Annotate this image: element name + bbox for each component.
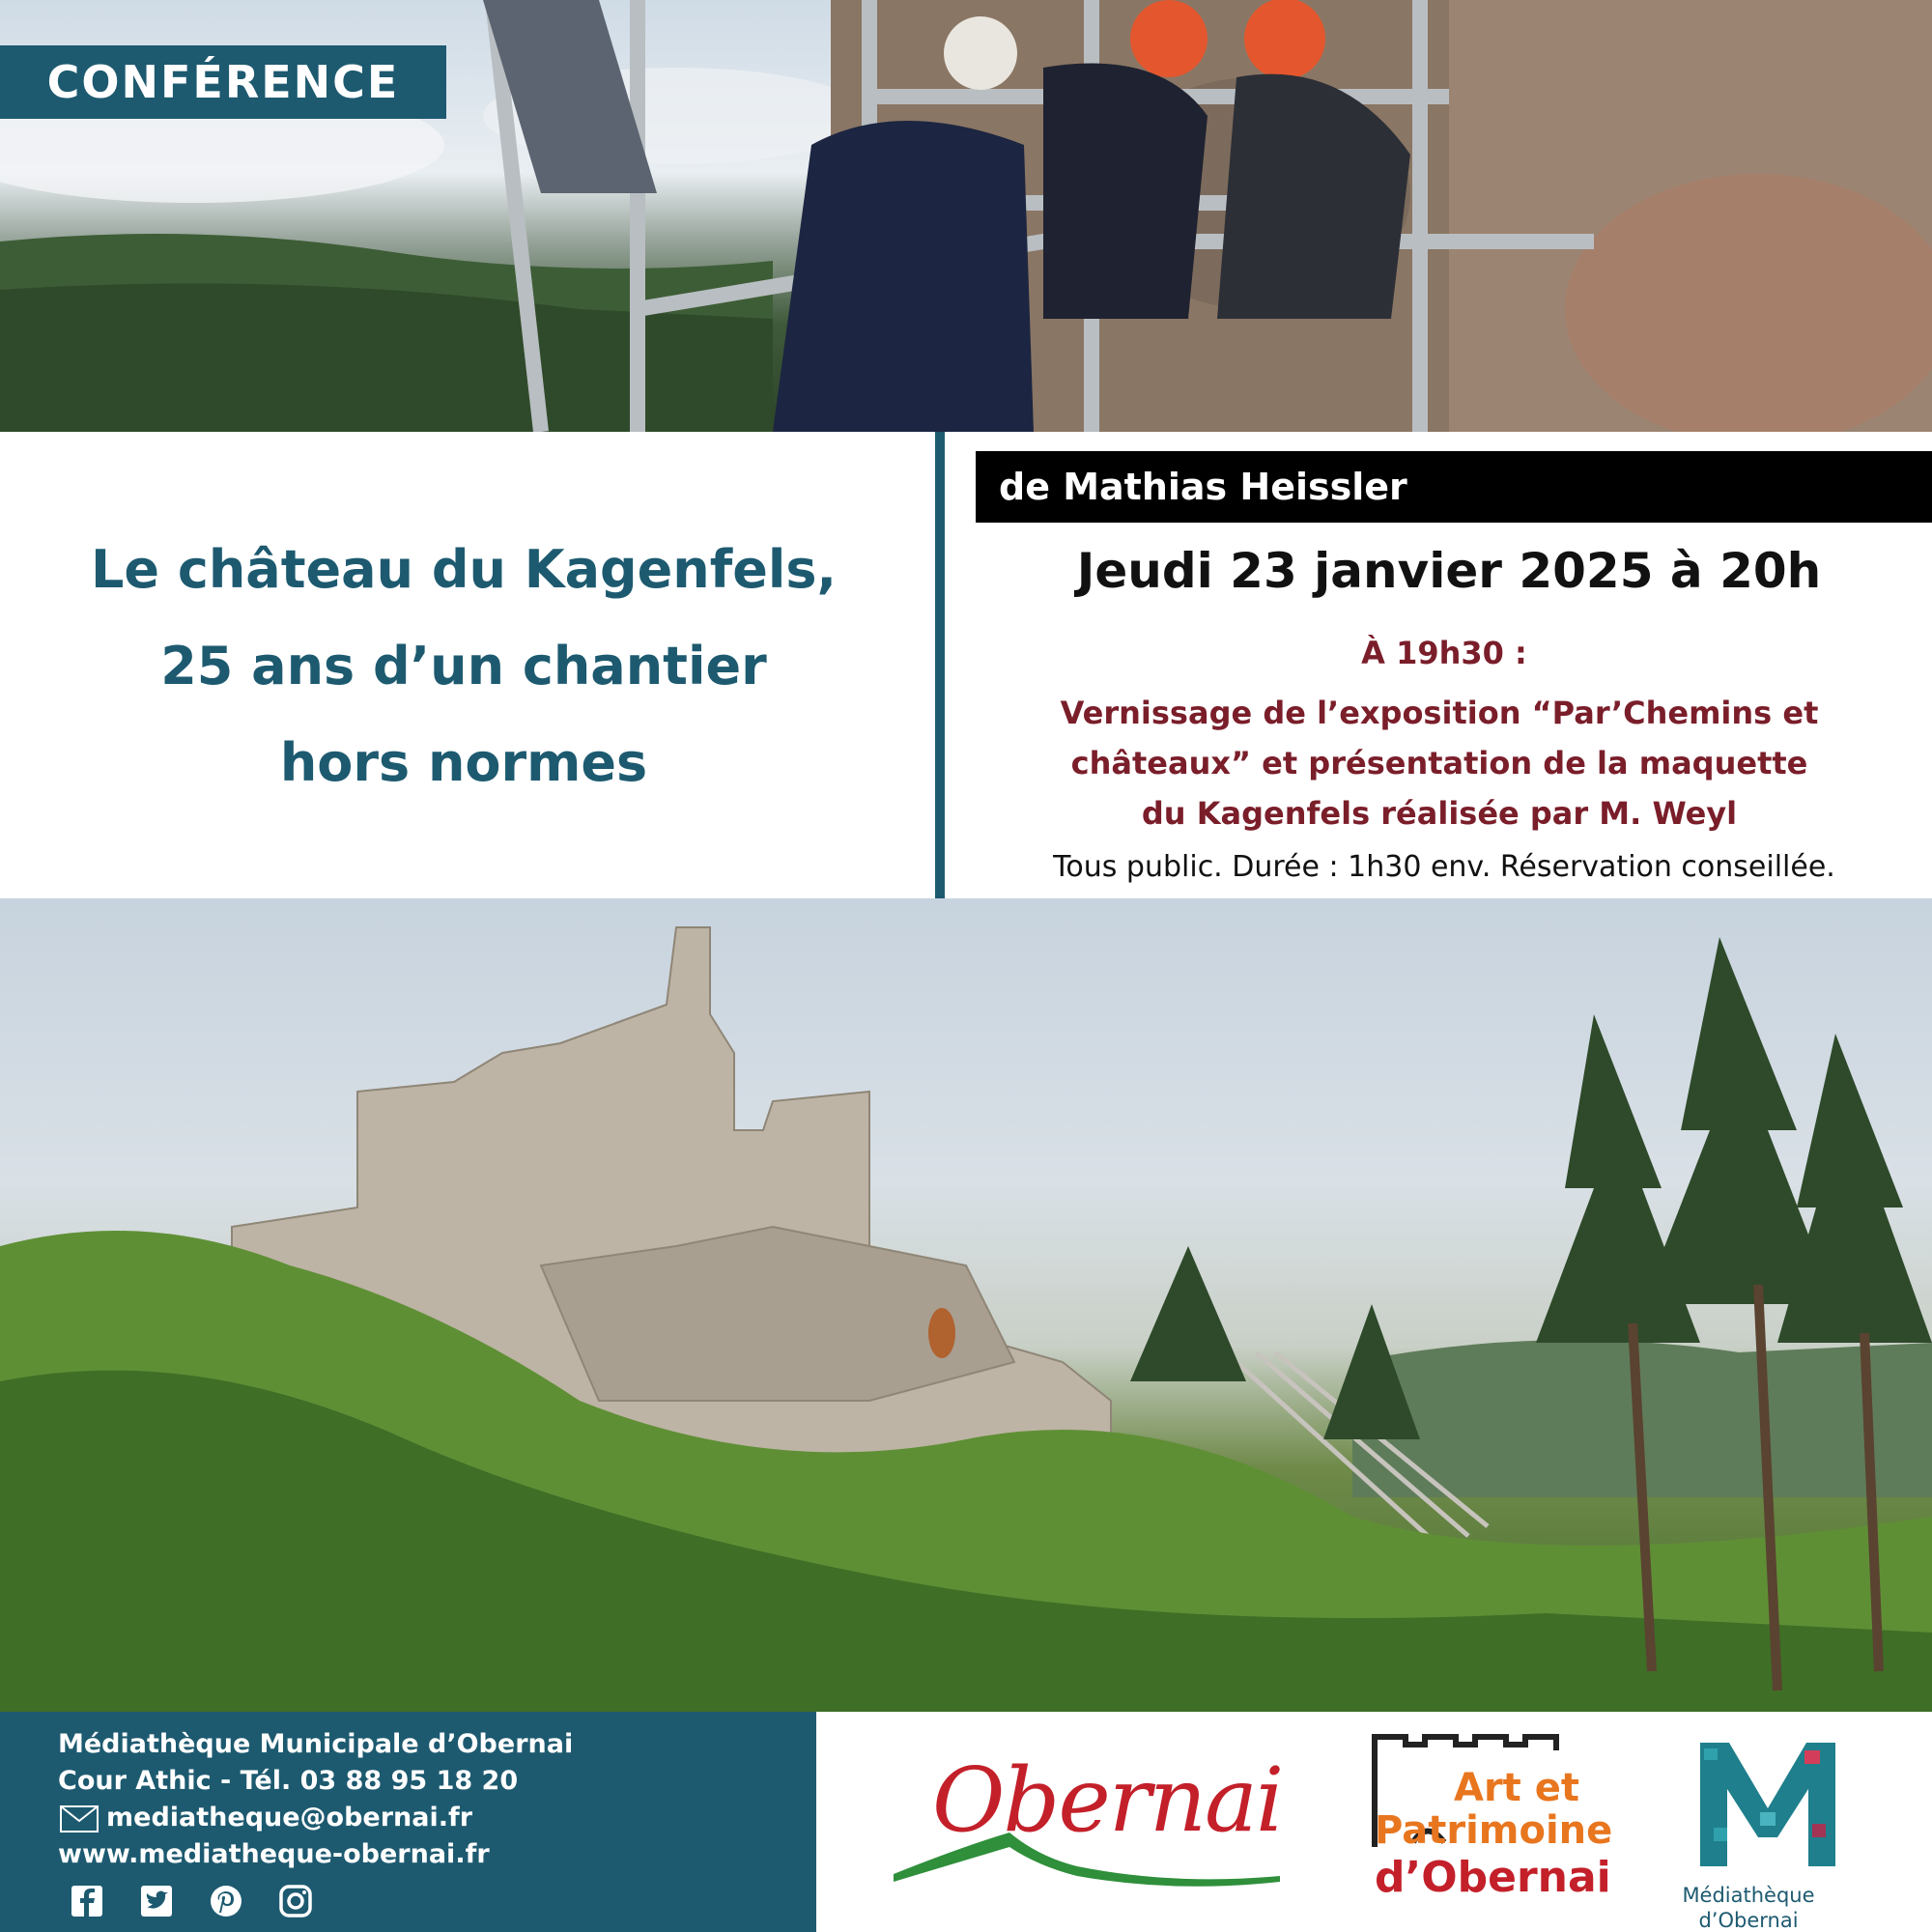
title-line-3: hors normes [279, 732, 648, 793]
venue-name: Médiathèque Municipale d’Obernai [58, 1729, 574, 1759]
email-link[interactable]: mediatheque@obernai.fr [106, 1803, 473, 1833]
footer-contact-panel [0, 1712, 816, 1932]
mediatheque-logo-line-1: Médiathèque [1682, 1884, 1815, 1907]
patrimoine-logo-line-2: Patrimoine [1375, 1808, 1613, 1853]
patrimoine-logo-line-1: Art et [1454, 1766, 1579, 1810]
speaker-name: de Mathias Heissler [999, 466, 1407, 508]
patrimoine-logo-line-3: d’Obernai [1375, 1853, 1611, 1902]
castle-photo [0, 898, 1932, 1712]
vernissage-line-1: Vernissage de l’exposition “Par’Chemins et [1060, 695, 1819, 731]
title-line-1: Le château du Kagenfels, [90, 539, 838, 600]
venue-address: Cour Athic - Tél. 03 88 95 18 20 [58, 1766, 519, 1796]
mediatheque-logo-line-2: d’Obernai [1698, 1909, 1799, 1932]
conference-title [39, 522, 889, 811]
speaker-bar [976, 451, 1932, 523]
mediatheque-logo [1690, 1731, 1845, 1876]
vernissage-line-2: châteaux” et présentation de la maquette [1070, 745, 1808, 781]
vernissage-time: À 19h30 : [1361, 635, 1527, 671]
vernissage-description [1005, 688, 1874, 838]
instagram-icon[interactable] [276, 1882, 315, 1920]
obernai-logo-text: Obernai [932, 1748, 1283, 1852]
conference-label: CONFÉRENCE [46, 56, 400, 108]
vertical-divider [935, 432, 945, 898]
twitter-icon[interactable] [137, 1882, 176, 1920]
event-date: Jeudi 23 janvier 2025 à 20h [1076, 543, 1822, 599]
conference-banner [0, 45, 446, 119]
envelope-icon [60, 1805, 99, 1833]
vernissage-line-3: du Kagenfels réalisée par M. Weyl [1141, 795, 1738, 832]
audience-info: Tous public. Durée : 1h30 env. Réservation conseillée. [1053, 850, 1835, 884]
title-line-2: 25 ans d’un chantier [160, 636, 767, 696]
partner-logos [816, 1712, 1932, 1932]
website-link[interactable]: www.mediatheque-obernai.fr [58, 1839, 490, 1869]
facebook-icon[interactable] [68, 1882, 106, 1920]
pinterest-icon[interactable] [207, 1882, 245, 1920]
